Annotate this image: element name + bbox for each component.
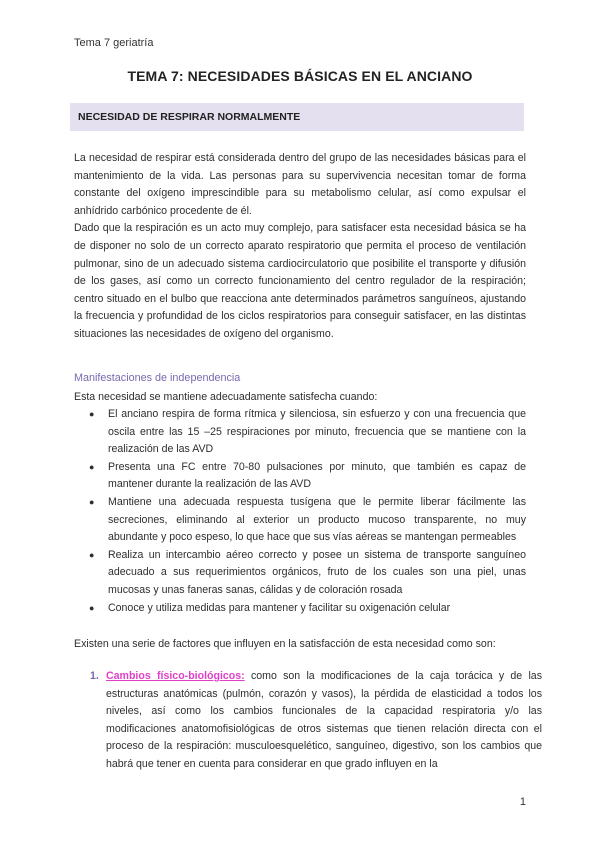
intro-line: Esta necesidad se mantiene adecuadamente satisfecha cuando:	[74, 391, 378, 403]
page-number: 1	[519, 796, 526, 808]
list-item: ● Mantiene una adecuada respuesta tusígena que le permite liberar fácilmente las secreciones, eliminando al exterior un producto mucoso transparente, no muy abundante y poco espeso, lo que hace que sus vías aéreas se mantengan permeables	[89, 495, 526, 544]
item-number: 1.	[90, 670, 99, 682]
list-item: ● Presenta una FC entre 70-80 pulsaciones por minuto, que también es capaz de mantener durante la realización de las AVD	[89, 460, 526, 491]
bullet-icon: ●	[89, 549, 95, 560]
term-link[interactable]: Cambios físico-biológicos:	[106, 670, 245, 682]
paragraph-1: La necesidad de respirar está considerada dentro del grupo de las necesidades básicas para el mantenimiento de la vida. Las personas para su supervivencia necesitan tomar de forma constante del oxígeno imprescindible para su metabolismo celular, así como expulsar el anhídrido carbónico procedente de él.	[74, 152, 526, 217]
closing-line: Existen una serie de factores que influyen en la satisfacción de esta necesidad como son:	[74, 638, 496, 650]
paragraph-2: Dado que la respiración es un acto muy complejo, para satisfacer esta necesidad básica se ha de disponer no solo de un correcto aparato respiratorio que permita el proceso de ventilación pulmonar, sino de un adecuado sistema cardiocirculatorio que posibilite el transporte y difusión de los gases, así como un correcto funcionamiento del centro regulador de la respiración; centro situado en el bulbo que reacciona ante determinados parámetros sanguíneos, ajustando la frecuencia y profundidad de los ciclos respiratorios para conseguir satisfacer, en las distintas situaciones las necesidades de oxígeno del organismo.	[74, 222, 526, 340]
list-item: ● El anciano respira de forma rítmica y silenciosa, sin esfuerzo y con una frecuencia que oscila entre las 15 –25 respiraciones por minuto, frecuencia que se mantiene con la realización de las AVD	[89, 408, 526, 456]
numbered-item	[90, 668, 542, 774]
item-text: como son la modificaciones de la caja torácica y de las estructuras anatómicas (pulmón, corazón y vasos), la pérdida de elasticidad a todos los niveles, así como los cambios funcionales de la capacidad respiratoria y/o las modificaciones anatomofisiológicas de otros sistemas que tienen relación directa con el proceso de la respiración: musculoesquelético, sanguíneo, digestivo, son los cambios que habrá que tener en cuenta para considerar en que grado influyen en la	[106, 670, 542, 770]
section-heading: NECESIDAD DE RESPIRAR NORMALMENTE	[78, 111, 301, 123]
running-header: Tema 7 geriatría	[74, 37, 154, 49]
bullet-list	[74, 406, 526, 617]
bullet-icon: ●	[89, 461, 95, 472]
subheading: Manifestaciones de independencia	[74, 372, 241, 384]
body-paragraphs	[74, 150, 526, 344]
page-title: TEMA 7: NECESIDADES BÁSICAS EN EL ANCIANO	[127, 68, 473, 84]
section-heading-box	[70, 103, 524, 131]
list-item: ● Realiza un intercambio aéreo correcto y posee un sistema de transporte sanguíneo adecuado a sus requerimientos orgánicos, fruto de los cuales son una piel, unas mucosas y unas faneras sanas, cálidas y de coloración rosada	[89, 548, 526, 596]
bullet-icon: ●	[89, 409, 95, 419]
bullet-icon: ●	[89, 602, 95, 613]
bullet-icon: ●	[89, 496, 95, 507]
list-item: ● Conoce y utiliza medidas para mantener y facilitar su oxigenación celular	[74, 600, 526, 618]
